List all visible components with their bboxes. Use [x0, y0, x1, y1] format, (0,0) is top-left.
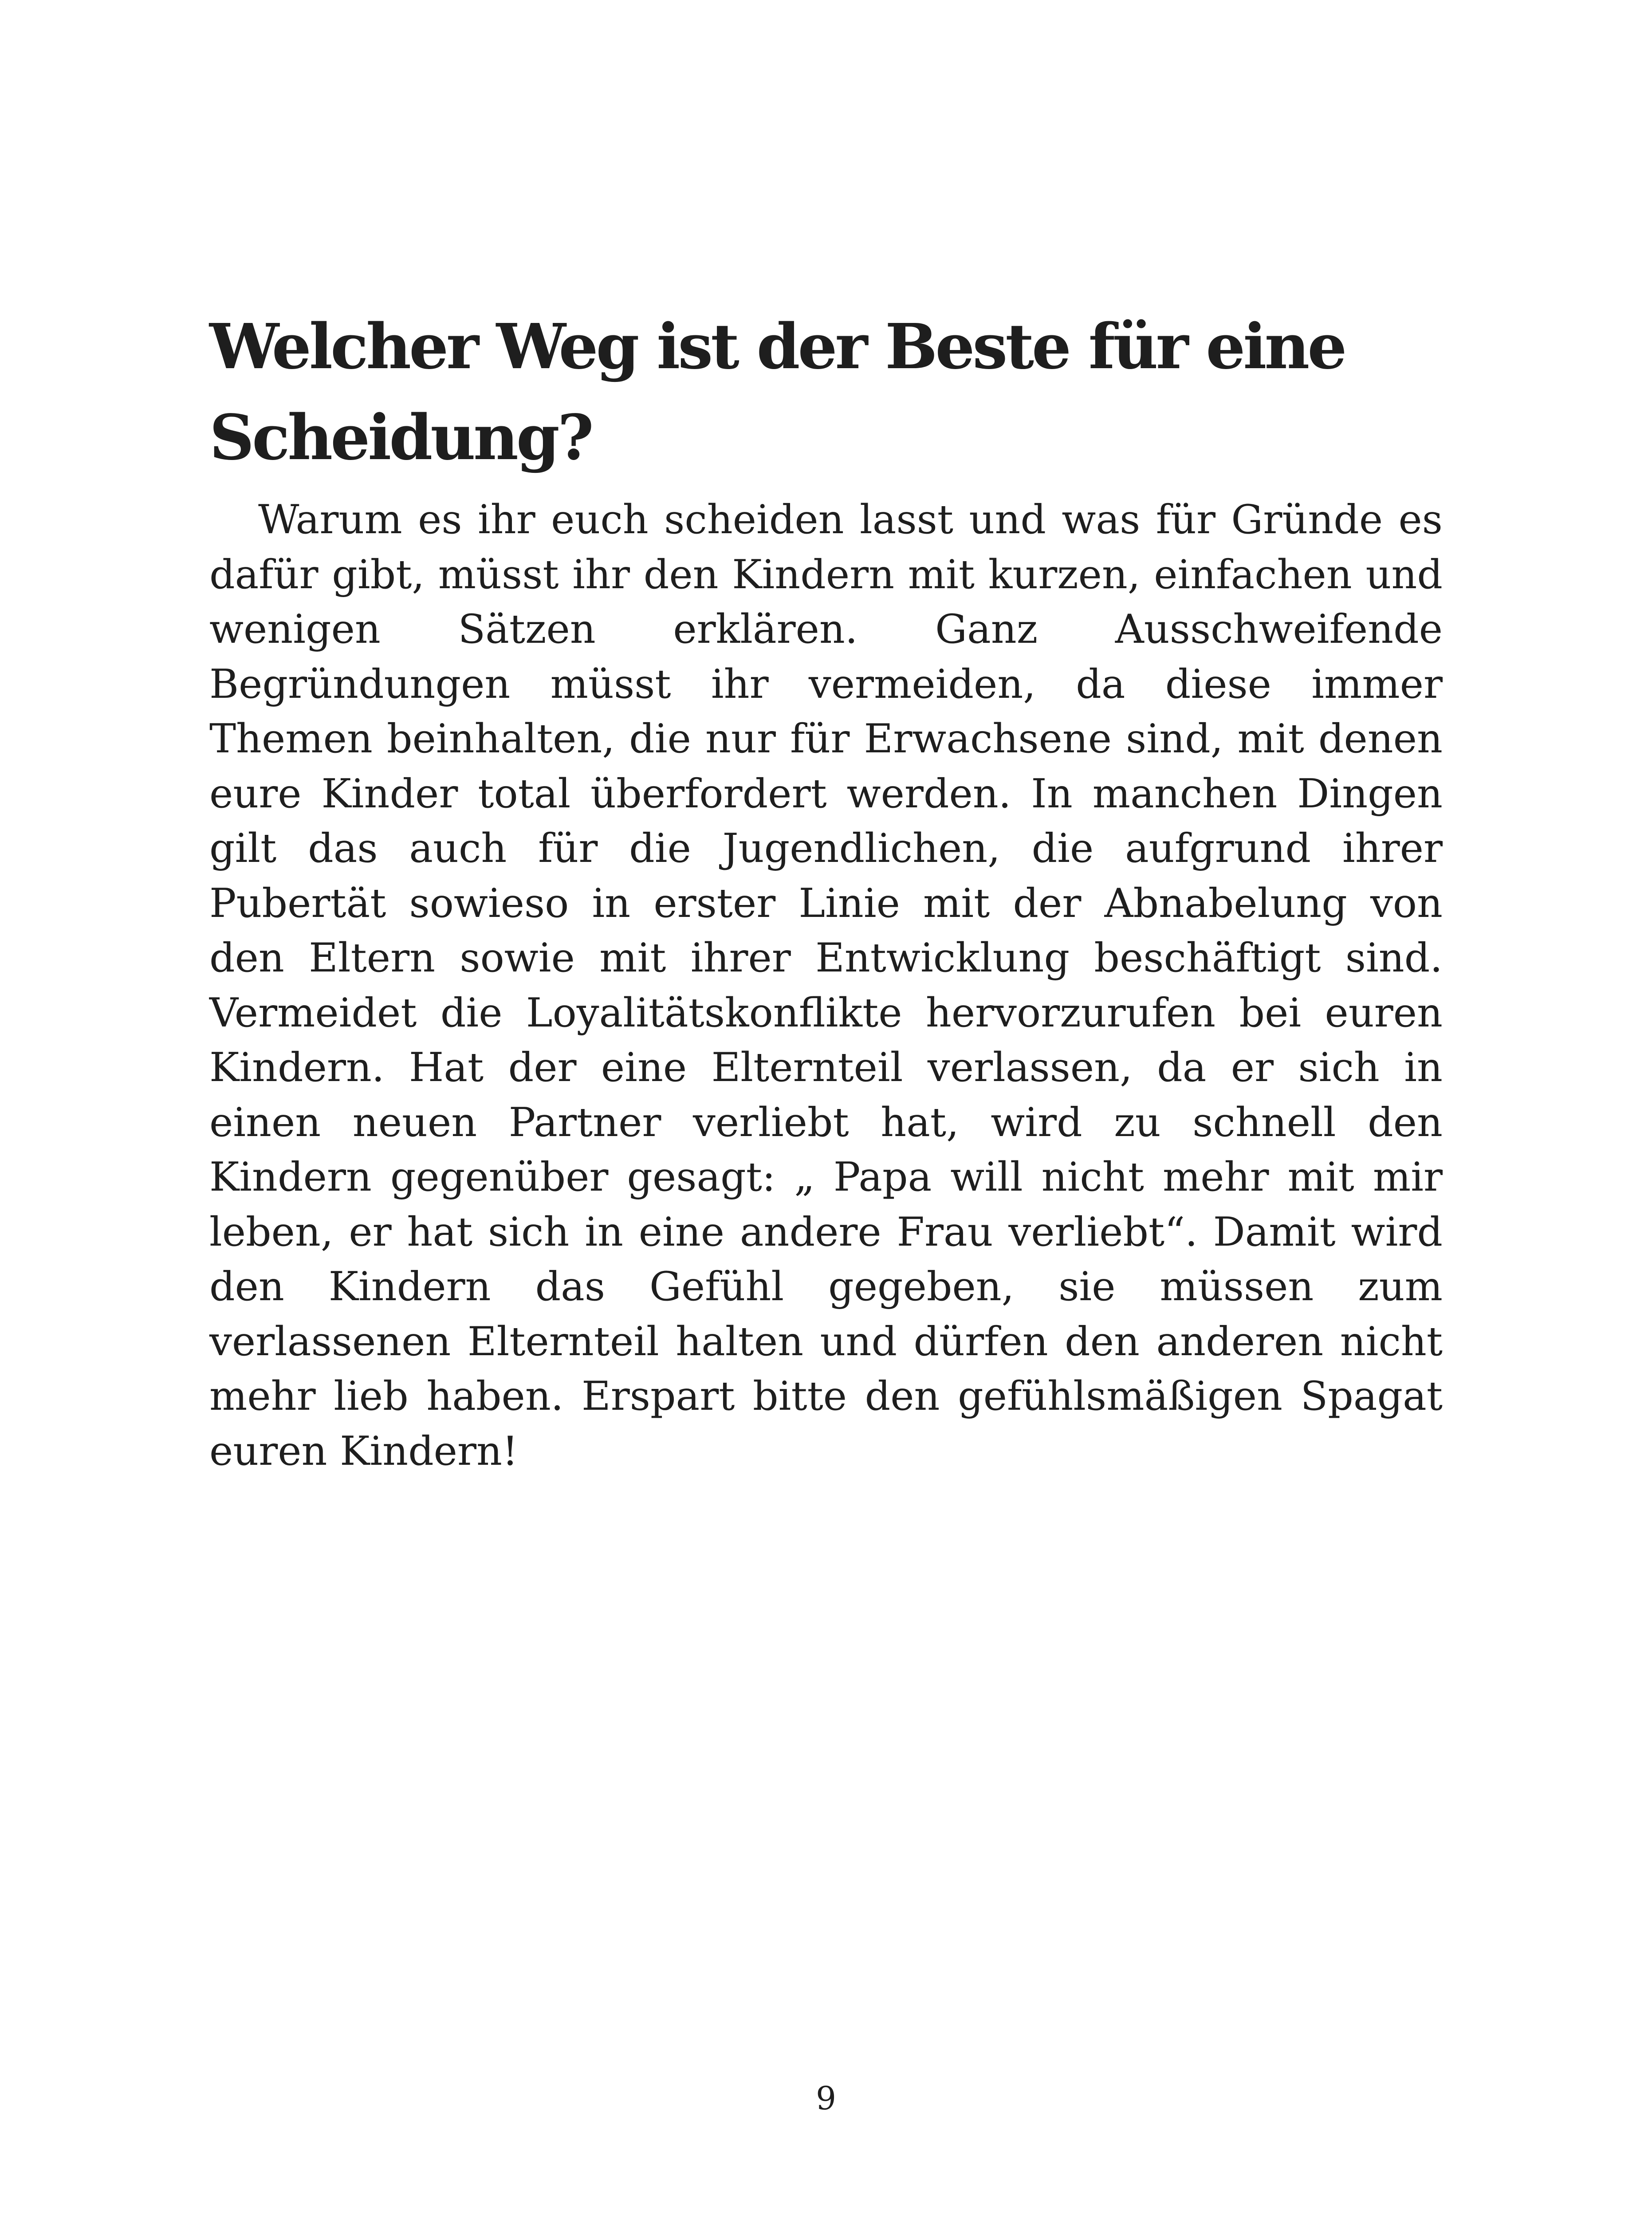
page-number: 9 — [816, 2080, 836, 2117]
chapter-title: Welcher Weg ist der Beste für eine Scheidung? — [209, 311, 1345, 474]
body-paragraph: Warum es ihr euch scheiden lasst und was für Gründe es dafür gibt, müsst ihr den Kindern mit kurzen, einfachen und wenigen Sätzen erklären. Ganz Ausschweifende Begründungen müsst ihr vermeiden, da diese immer Themen beinhalten, die nur für Erwachsene sind, mit denen eure Kinder total überfordert werden. In manchen Dingen gilt das auch für die Jugendlichen, die aufgrund ihrer Pubertät sowieso in erster Linie mit der Abnabelung von den Eltern sowie mit ihrer Entwicklung beschäftigt sind. Vermeidet die Loyalitätskonflikte hervorzurufen bei euren Kindern. Hat der eine Elternteil verlassen, da er sich in einen neuen Partner verliebt hat, wird zu schnell den Kindern gegenüber gesagt: „ Papa will nicht mehr mit mir leben, er hat sich in eine andere Frau verliebt“. Damit wird den Kindern das Gefühl gegeben, sie müssen zum verlassenen Elternteil halten und dürfen den anderen nicht mehr lieb haben. Erspart bitte den gefühlsmäßigen Spagat euren Kindern! — [209, 496, 1443, 1475]
